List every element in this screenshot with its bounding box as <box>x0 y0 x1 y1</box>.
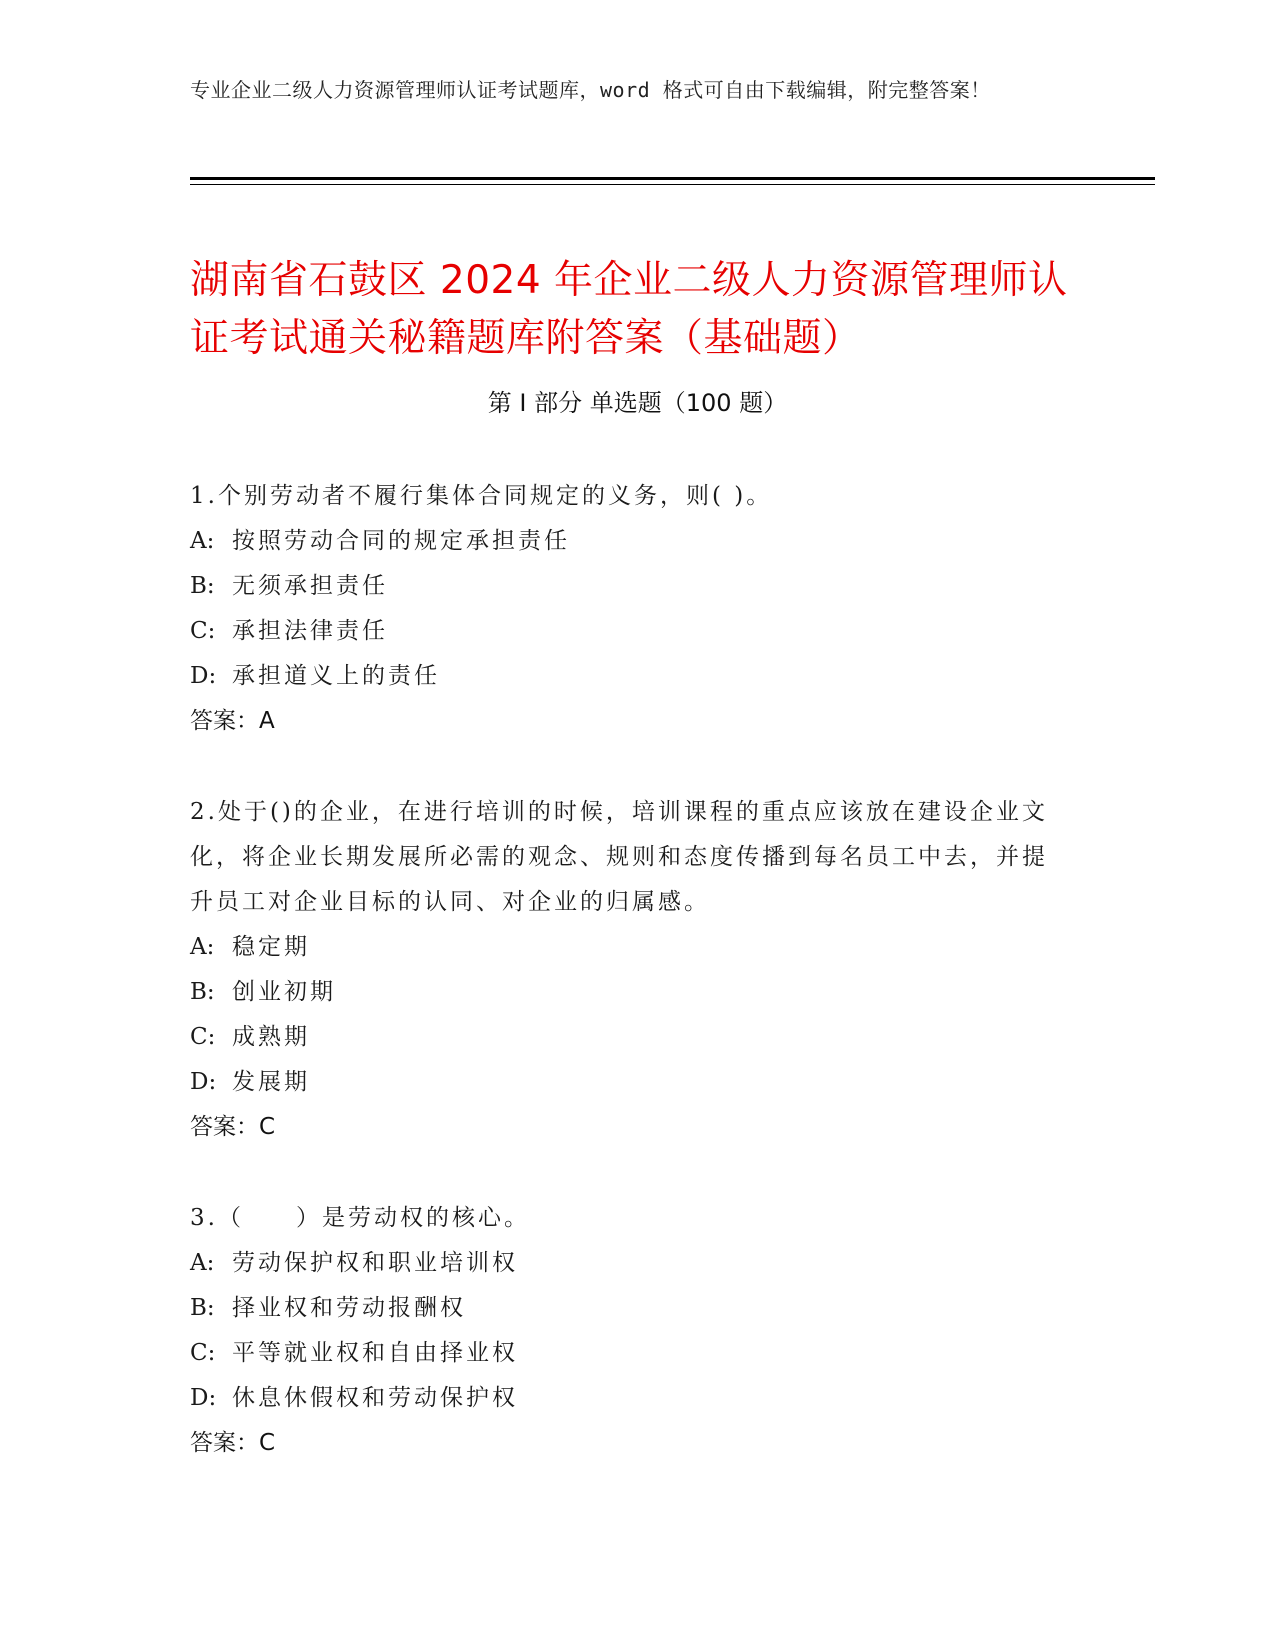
option-text: 承担道义上的责任 <box>232 663 440 689</box>
option-c <box>190 1331 1070 1376</box>
option-text: 按照劳动合同的规定承担责任 <box>232 528 570 554</box>
question-list <box>190 474 1070 1512</box>
option-text: 无须承担责任 <box>232 573 388 599</box>
header-divider-thick <box>190 177 1155 180</box>
option-b <box>190 970 1070 1015</box>
option-letter: D: <box>190 1385 217 1411</box>
document-title: 湖南省石鼓区 2024 年企业二级人力资源管理师认证考试通关秘籍题库附答案（基础题） <box>190 258 1068 362</box>
answer: 答案：C <box>190 1430 276 1456</box>
option-letter: B: <box>190 1295 215 1321</box>
question-1 <box>190 474 1070 744</box>
option-b <box>190 1286 1070 1331</box>
question-3 <box>190 1196 1070 1466</box>
question-stem: 3.（ ）是劳动权的核心。 <box>190 1205 530 1231</box>
option-text: 劳动保护权和职业培训权 <box>232 1250 518 1276</box>
question-stem: 2.处于()的企业，在进行培训的时候，培训课程的重点应该放在建设企业文化，将企业长期发展所必需的观念、规则和态度传播到每名员工中去，并提升员工对企业目标的认同、对企业的归属感。 <box>190 799 1048 915</box>
option-c <box>190 609 1070 654</box>
option-letter: C: <box>190 1340 216 1366</box>
option-a <box>190 925 1070 970</box>
option-letter: D: <box>190 1069 217 1095</box>
answer: 答案：A <box>190 708 275 734</box>
option-text: 创业初期 <box>232 979 336 1005</box>
option-letter: A: <box>190 1250 215 1276</box>
header-divider-thin <box>190 184 1155 185</box>
header-note: 专业企业二级人力资源管理师认证考试题库，word 格式可自由下载编辑，附完整答案！ <box>190 78 991 102</box>
option-d <box>190 1376 1070 1421</box>
option-b <box>190 564 1070 609</box>
option-c <box>190 1015 1070 1060</box>
option-text: 休息休假权和劳动保护权 <box>232 1385 518 1411</box>
option-d <box>190 654 1070 699</box>
option-a <box>190 1241 1070 1286</box>
option-text: 承担法律责任 <box>232 618 388 644</box>
option-letter: B: <box>190 979 215 1005</box>
option-a <box>190 519 1070 564</box>
option-text: 成熟期 <box>232 1024 310 1050</box>
option-d <box>190 1060 1070 1105</box>
section-title: 第 I 部分 单选题（100 题） <box>487 389 788 417</box>
answer: 答案：C <box>190 1114 276 1140</box>
option-letter: A: <box>190 934 215 960</box>
option-text: 稳定期 <box>232 934 310 960</box>
option-letter: A: <box>190 528 215 554</box>
option-letter: B: <box>190 573 215 599</box>
option-text: 发展期 <box>232 1069 310 1095</box>
question-2 <box>190 790 1070 1150</box>
option-letter: C: <box>190 618 216 644</box>
option-letter: D: <box>190 663 217 689</box>
option-text: 择业权和劳动报酬权 <box>232 1295 466 1321</box>
option-letter: C: <box>190 1024 216 1050</box>
option-text: 平等就业权和自由择业权 <box>232 1340 518 1366</box>
question-stem: 1.个别劳动者不履行集体合同规定的义务，则( )。 <box>190 483 773 509</box>
